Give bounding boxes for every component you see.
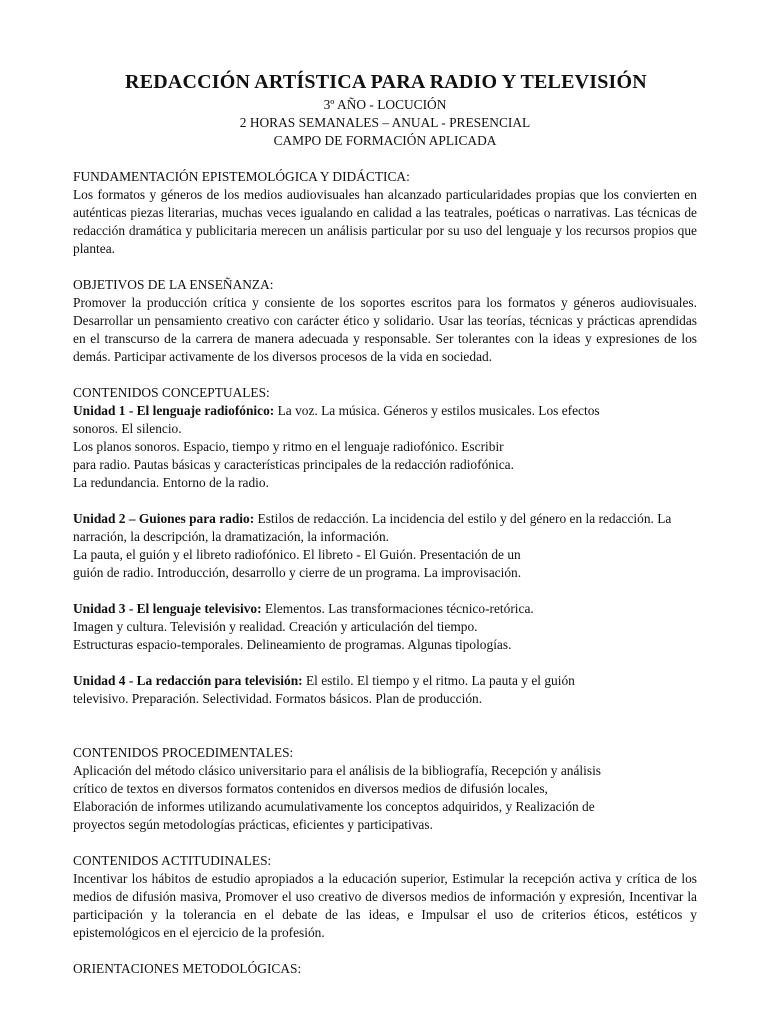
unit-4-line: televisivo. Preparación. Selectividad. Formatos básicos. Plan de producción.: [73, 691, 483, 706]
unit-1-line: sonoros. El silencio.: [73, 421, 182, 436]
document-title: REDACCIÓN ARTÍSTICA PARA RADIO Y TELEVISIÓN: [125, 71, 647, 93]
actitudinales-heading: CONTENIDOS ACTITUDINALES:: [73, 853, 272, 868]
fundamentacion-text: Los formatos y géneros de los medios audiovisuales han alcanzado particularidades propias que los convierten en auténticas piezas literarias, muchas veces igualando en calidad a las teatrales, poéticas o narrativas. Las técnicas de redacción dramática y publicitaria merecen un análisis particular por su uso del lenguaje y los recursos propios que plantea.: [73, 187, 697, 256]
unit-2: [73, 510, 697, 582]
procedimentales-line: Elaboración de informes utilizando acumulativamente los conceptos adquiridos, y Realización de: [73, 799, 595, 814]
procedimentales-line: proyectos según metodologías prácticas, eficientes y participativas.: [73, 817, 433, 832]
course-hours: 2 HORAS SEMANALES – ANUAL - PRESENCIAL: [239, 115, 531, 130]
objetivos-text: Promover la producción crítica y consiente de los soportes escritos para los formatos y géneros audiovisuales. Desarrollar un pensamiento creativo con carácter ético y solidario. Usar las teorías, técnicas y prácticas aprendidas en el transcurso de la carrera de manera adecuada y responsable. Ser tolerantes con la ideas y expresiones de los demás. Participar activamente de los diversos procesos de la vida en sociedad.: [73, 295, 697, 364]
unit-4: [73, 672, 697, 708]
actitudinales-section: [73, 852, 697, 942]
unit-2-line: La pauta, el guión y el libreto radiofónico. El libreto - El Guión. Presentación de un: [73, 547, 521, 562]
unit-1-title: Unidad 1 - El lenguaje radiofónico:: [73, 403, 275, 418]
unit-2-line: guión de radio. Introducción, desarrollo y cierre de un programa. La improvisación.: [73, 565, 522, 580]
metodologicas-section: [73, 960, 697, 978]
unit-1-line: Los planos sonoros. Espacio, tiempo y ritmo en el lenguaje radiofónico. Escribir: [73, 439, 504, 454]
unit-4-title: Unidad 4 - La redacción para televisión:: [73, 673, 303, 688]
unit-3-first-line: Elementos. Las transformaciones técnico-retórica.: [261, 601, 534, 616]
procedimentales-line: Aplicación del método clásico universitario para el análisis de la bibliografía, Recepción y análisis: [73, 763, 602, 778]
unit-2-line: narración, la descripción, la dramatización, la información.: [73, 529, 390, 544]
procedimentales-section: [73, 744, 697, 834]
blank-line: [73, 708, 697, 726]
unit-3: [73, 600, 697, 654]
fundamentacion-section: [73, 168, 697, 258]
procedimentales-line: crítico de textos en diversos formatos contenidos en diversos medios de difusión locales,: [73, 781, 548, 796]
unit-1-first-line: La voz. La música. Géneros y estilos musicales. Los efectos: [274, 403, 600, 418]
actitudinales-text: Incentivar los hábitos de estudio apropiados a la educación superior, Estimular la recepción activa y crítica de los medios de difusión masiva, Promover el uso creativo de diversos medios de información y expresión, Incentivar la participación y la tolerancia en el debate de las ideas, e Impulsar el uso de criterios éticos, estéticos y epistemológicos en el ejercicio de la profesión.: [73, 871, 697, 940]
fundamentacion-heading: FUNDAMENTACIÓN EPISTEMOLÓGICA Y DIDÁCTICA:: [73, 169, 410, 184]
course-field: CAMPO DE FORMACIÓN APLICADA: [273, 133, 497, 148]
unit-3-line: Estructuras espacio-temporales. Delineamiento de programas. Algunas tipologías.: [73, 637, 512, 652]
objetivos-heading: OBJETIVOS DE LA ENSEÑANZA:: [73, 277, 274, 292]
unit-1-line: para radio. Pautas básicas y características principales de la redacción radiofónica.: [73, 457, 514, 472]
unit-1: [73, 402, 697, 492]
conceptuales-heading: CONTENIDOS CONCEPTUALES:: [73, 385, 270, 400]
unit-2-title: Unidad 2 – Guiones para radio:: [73, 511, 255, 526]
conceptuales-section: [73, 384, 697, 708]
unit-4-first-line: El estilo. El tiempo y el ritmo. La pauta y el guión: [302, 673, 575, 688]
unit-3-line: Imagen y cultura. Televisión y realidad. Creación y articulación del tiempo.: [73, 619, 478, 634]
unit-3-title: Unidad 3 - El lenguaje televisivo:: [73, 601, 262, 616]
unit-2-first-line: Estilos de redacción. La incidencia del estilo y del género en la redacción. La: [254, 511, 672, 526]
objetivos-section: [73, 276, 697, 366]
procedimentales-heading: CONTENIDOS PROCEDIMENTALES:: [73, 745, 294, 760]
document-page: [73, 70, 697, 978]
unit-1-line: La redundancia. Entorno de la radio.: [73, 475, 269, 490]
course-year: 3º AÑO - LOCUCIÓN: [323, 97, 447, 112]
metodologicas-heading: ORIENTACIONES METODOLÓGICAS:: [73, 961, 302, 976]
